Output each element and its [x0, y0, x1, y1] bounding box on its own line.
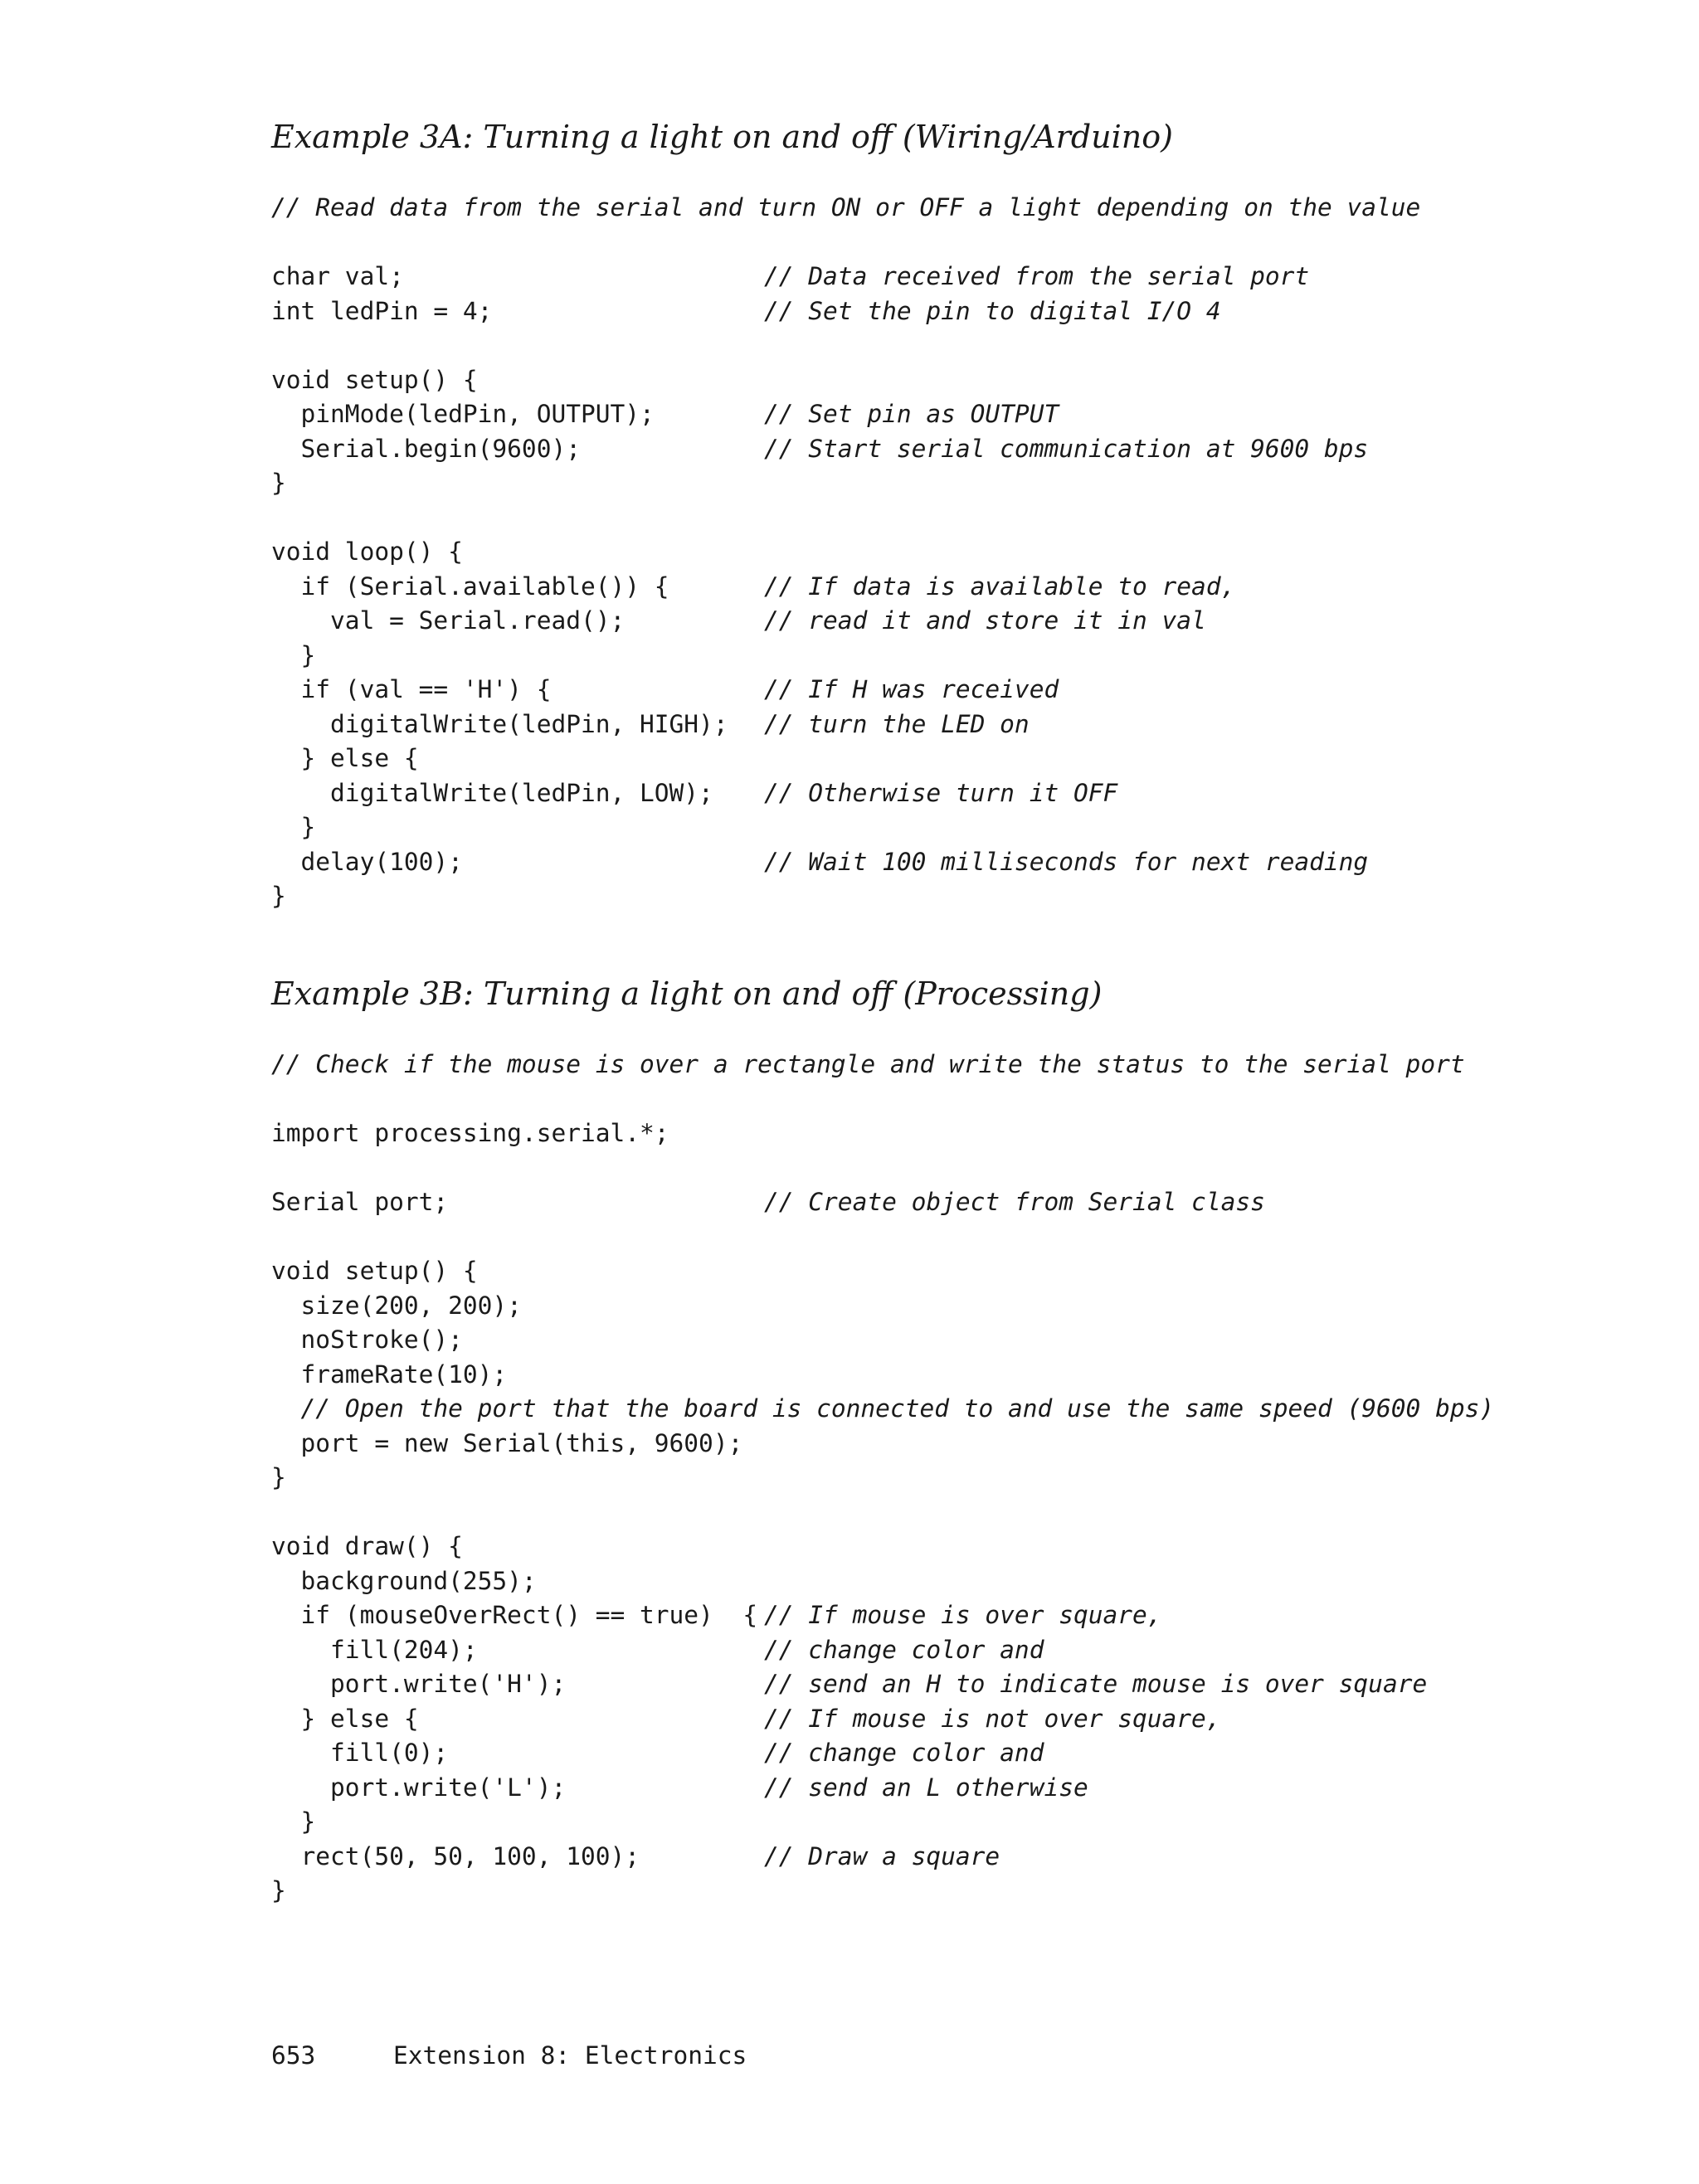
code-statement: }: [271, 1876, 286, 1904]
code-statement: delay(100);: [271, 847, 463, 876]
code-comment: // turn the LED on: [764, 709, 1030, 738]
running-footer-section: Extension 8: Electronics: [393, 2041, 747, 2070]
code-comment: // change color and: [764, 1635, 1044, 1664]
code-comment: // Data received from the serial port: [764, 262, 1310, 290]
code-statement: port = new Serial(this, 9600);: [271, 1428, 743, 1457]
code-statement: void loop() {: [271, 537, 463, 566]
code-statement: char val;: [271, 262, 404, 290]
code-comment: // Set the pin to digital I/O 4: [764, 296, 1221, 325]
code-statement: fill(0);: [271, 1739, 449, 1767]
code-statement: void draw() {: [271, 1532, 463, 1560]
code-statement: digitalWrite(ledPin, LOW);: [271, 778, 713, 807]
code-statement: noStroke();: [271, 1325, 463, 1354]
code-comment: // Read data from the serial and turn ON or OFF a light depending on the value: [271, 193, 1421, 221]
code-statement: pinMode(ledPin, OUTPUT);: [271, 400, 655, 428]
code-statement: port.write('L');: [271, 1773, 567, 1802]
code-statement: void setup() {: [271, 365, 478, 394]
code-statement: fill(204);: [271, 1635, 478, 1664]
code-comment: // change color and: [764, 1739, 1044, 1767]
code-statement: Serial.begin(9600);: [271, 434, 581, 463]
code-statement: val = Serial.read();: [271, 606, 626, 635]
code-statement: if (val == 'H') {: [271, 675, 552, 703]
code-comment: // If data is available to read,: [764, 572, 1236, 601]
code-comment: // Check if the mouse is over a rectangle and write the status to the serial port: [271, 1050, 1465, 1078]
page-number: 653: [271, 2041, 316, 2070]
code-statement: frameRate(10);: [271, 1360, 508, 1389]
code-statement: }: [271, 882, 286, 910]
code-comment: // Start serial communication at 9600 bps: [764, 434, 1369, 463]
example-3b-heading: Example 3B: Turning a light on and off (Processing): [271, 975, 1103, 1012]
code-statement: Serial port;: [271, 1188, 449, 1216]
code-statement: background(255);: [271, 1566, 537, 1595]
code-statement: rect(50, 50, 100, 100);: [271, 1841, 640, 1870]
code-comment: // If mouse is over square,: [764, 1601, 1162, 1629]
code-statement: } else {: [271, 744, 419, 772]
code-comment: // If H was received: [764, 675, 1059, 703]
code-comment: // If mouse is not over square,: [764, 1704, 1221, 1733]
code-comment: // Set pin as OUTPUT: [764, 400, 1059, 428]
code-comment: // Open the port that the board is connected to and use the same speed (9600 bps): [271, 1394, 1495, 1423]
code-statement: } else {: [271, 1704, 419, 1733]
code-comment: // send an H to indicate mouse is over square: [764, 1670, 1428, 1698]
example-3a-heading: Example 3A: Turning a light on and off (Wiring/Arduino): [271, 119, 1173, 155]
code-comment: // Otherwise turn it OFF: [764, 778, 1118, 807]
code-statement: int ledPin = 4;: [271, 296, 493, 325]
code-statement: size(200, 200);: [271, 1291, 522, 1320]
code-comment: // Draw a square: [764, 1841, 1000, 1870]
code-statement: if (mouseOverRect() == true) {: [271, 1601, 758, 1629]
code-statement: }: [271, 813, 316, 841]
code-statement: }: [271, 469, 286, 497]
code-comment: // Wait 100 milliseconds for next reading: [764, 847, 1369, 876]
code-statement: }: [271, 1463, 286, 1491]
code-statement: if (Serial.available()) {: [271, 572, 669, 601]
code-statement: }: [271, 1807, 316, 1836]
code-statement: port.write('H');: [271, 1670, 567, 1698]
code-comment: // Create object from Serial class: [764, 1188, 1265, 1216]
code-comment: // read it and store it in val: [764, 606, 1206, 635]
code-statement: digitalWrite(ledPin, HIGH);: [271, 709, 728, 738]
code-statement: }: [271, 640, 316, 669]
code-statement: import processing.serial.*;: [271, 1119, 669, 1147]
code-comment: // send an L otherwise: [764, 1773, 1088, 1802]
code-statement: void setup() {: [271, 1257, 478, 1285]
